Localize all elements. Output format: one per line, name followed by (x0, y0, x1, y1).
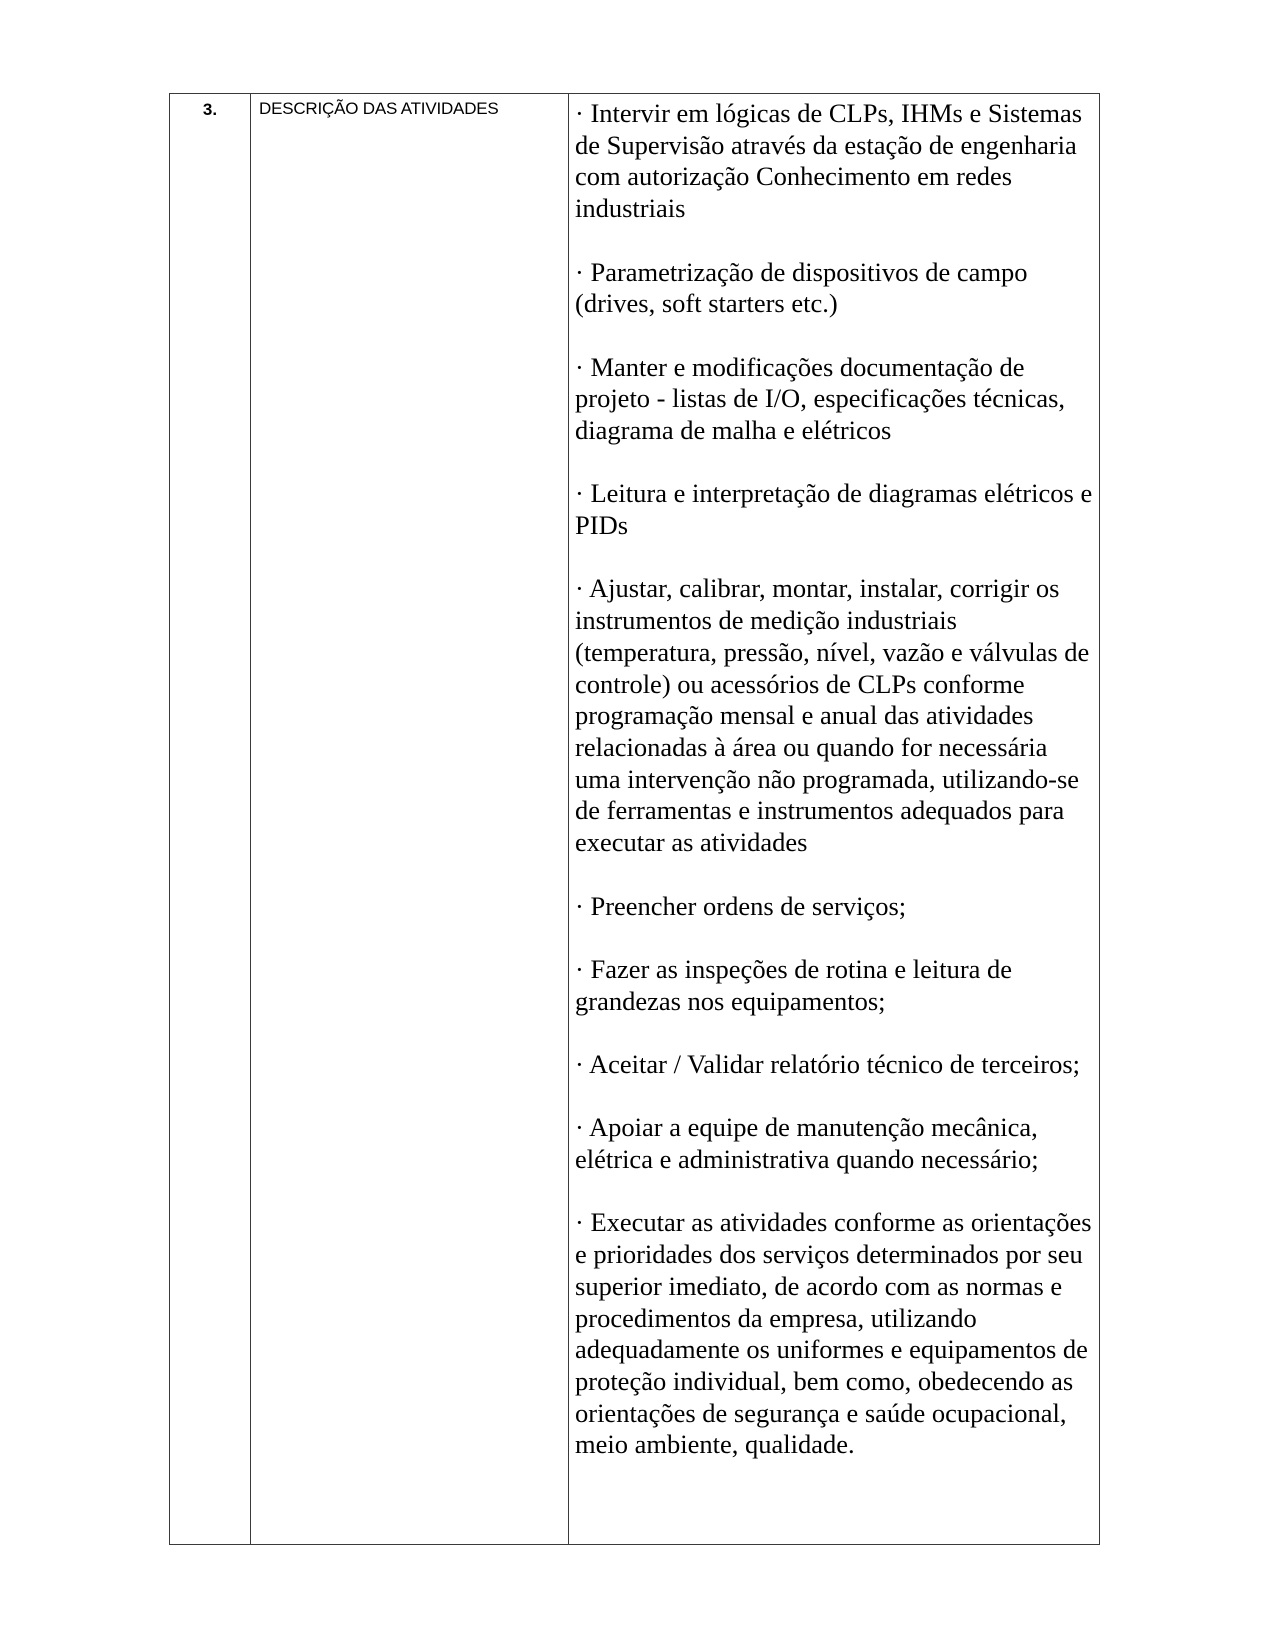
activities-cell (569, 94, 1100, 1545)
activity-item: · Aceitar / Validar relatório técnico de terceiros; (575, 1048, 1080, 1079)
activity-item: · Parametrização de dispositivos de campo (drives, soft starters etc.) (575, 256, 1028, 319)
activity-item: · Manter e modificações documentação de projeto - listas de I/O, especificações técnicas, diagrama de malha e elétricos (575, 351, 1066, 445)
activities-table (169, 93, 1100, 1545)
activity-item: · Executar as atividades conforme as orientações e prioridades dos serviços determinados por seu superior imediato, de acordo com as normas e procedimentos da empresa, utilizando adequadamente os uniformes e equipamentos de proteção individual, bem como, obedecendo as orientações de segurança e saúde ocupacional, meio ambiente, qualidade. (575, 1207, 1092, 1460)
table-row (170, 94, 1100, 1545)
activity-item: · Ajustar, calibrar, montar, instalar, corrigir os instrumentos de medição industriais (temperatura, pressão, nível, vazão e válvulas de controle) ou acessórios de CLPs conforme programação mensal e anual das atividades relacionadas à área ou quando for necessária uma intervenção não programada, utilizando-se de ferramentas e instrumentos adequados para executar as atividades (575, 573, 1090, 858)
activity-item: · Apoiar a equipe de manutenção mecânica, elétrica e administrativa quando necessário; (575, 1112, 1039, 1175)
activity-item: · Leitura e interpretação de diagramas elétricos e PIDs (575, 478, 1093, 541)
activity-item: · Intervir em lógicas de CLPs, IHMs e Sistemas de Supervisão através da estação de engenharia com autorização Conhecimento em redes industriais (575, 98, 1083, 224)
section-title: DESCRIÇÃO DAS ATIVIDADES (251, 94, 569, 1545)
activity-item: · Preencher ordens de serviços; (575, 890, 907, 921)
section-number: 3. (170, 94, 251, 1545)
activity-item: · Fazer as inspeções de rotina e leitura de grandezas nos equipamentos; (575, 953, 1013, 1016)
